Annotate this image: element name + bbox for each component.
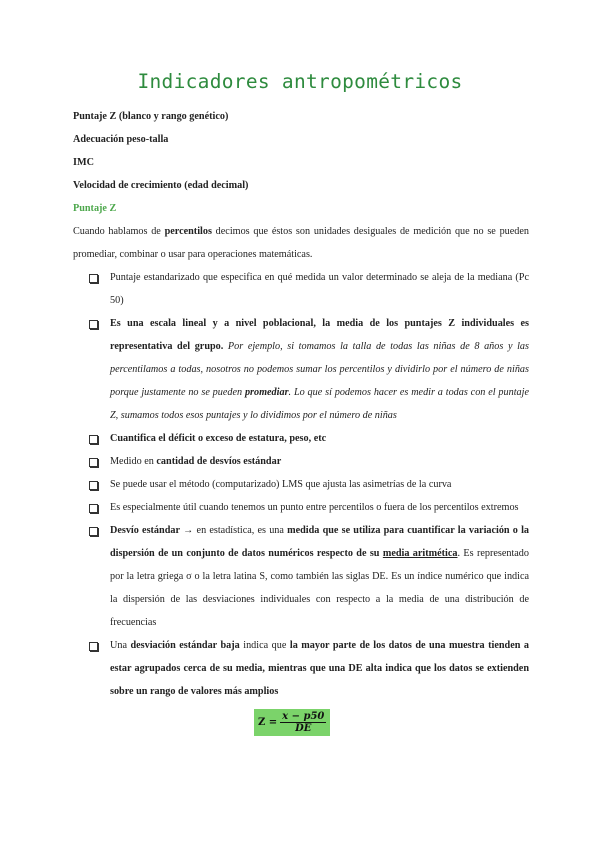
bullet-item: [73, 266, 529, 312]
bullet-italic: . Lo que sí podemos hacer es medir a todas con el puntaje Z, sumamos todos esos puntajes y lo dividimos por el número de niñas: [110, 387, 529, 421]
intro-text-2: decimos que éstos son unidades desiguales de medición que no se pueden promediar, combinar o usar para operaciones matemáticas.: [73, 226, 529, 260]
bullet-bold: desviación estándar baja: [130, 640, 240, 651]
formula-numerator: x − p50: [282, 711, 325, 722]
bullet-item: [73, 473, 529, 496]
heading-adecuacion: Adecuación peso-talla: [73, 134, 169, 145]
bullet-item: [73, 450, 529, 473]
bullet-item: [73, 634, 529, 703]
bullet-bold: la mayor parte de los datos de una muestra tienden a estar agrupados cerca de su media, mientras que una DE alta indica que los datos se extienden sobre un rango de valores más amplios: [110, 640, 529, 697]
heading-imc: IMC: [73, 157, 94, 168]
intro-text-1: Cuando hablamos de: [73, 226, 165, 237]
checkbox-bullet-icon: [89, 504, 98, 513]
formula-lhs: Z =: [258, 717, 278, 728]
bullet-italic-bold: promediar: [244, 387, 289, 398]
bullet-bold: Desvío estándar: [110, 525, 180, 536]
page-title: Indicadores antropométricos: [137, 70, 463, 93]
checkbox-bullet-icon: [89, 274, 98, 283]
heading-velocidad: Velocidad de crecimiento (edad decimal): [73, 180, 249, 191]
checkbox-bullet-icon: [89, 458, 98, 467]
document-body: [73, 105, 529, 736]
bullet-text: Puntaje estandarizado que especifica en qué medida un valor determinado se aleja de la mediana (Pc 50): [110, 272, 529, 306]
checkbox-bullet-icon: [89, 435, 98, 444]
bullet-text: . Es representado por la letra griega σ o la letra latina S, como también las siglas DE. Es un índice numérico que indica la dispersión de las desviaciones individuales con respecto a la media de una distribución de frecuencias: [110, 548, 529, 628]
bullet-bold: Cuantifica el déficit o exceso de estatura, peso, etc: [110, 433, 327, 444]
bullet-item: [73, 312, 529, 427]
checkbox-bullet-icon: [89, 527, 98, 536]
bullet-text: indica que: [239, 640, 290, 651]
intro-paragraph: [73, 220, 529, 266]
checkbox-bullet-icon: [89, 642, 98, 651]
bullet-italic: Por ejemplo, si tomamos la talla de todas las niñas de 8 años y las percentilamos a todas, nosotros no podemos sumar los percentilos y dividirlo por el número de niñas porque justamente no se pueden: [110, 341, 529, 398]
bullet-item: [73, 496, 529, 519]
bullet-bold: cantidad de desvíos estándar: [156, 456, 282, 467]
checkbox-bullet-icon: [89, 320, 98, 329]
intro-bold: percentilos: [164, 226, 212, 237]
section-title: Puntaje Z: [73, 203, 117, 214]
bullet-bold: Es una escala lineal y a nivel poblacional, la media de los puntajes Z individuales es representativa del grupo.: [110, 318, 529, 352]
bullet-bold: medida que se utiliza para cuantificar la variación o la dispersión de un conjunto de datos numéricos respecto de su: [110, 525, 529, 559]
bullet-text: Una: [110, 640, 131, 651]
bullet-text: Medido en: [110, 456, 157, 467]
bullet-item: [73, 519, 529, 634]
heading-puntaje-z: Puntaje Z (blanco y rango genético): [73, 111, 229, 122]
z-score-formula: [254, 709, 330, 736]
checkbox-bullet-icon: [89, 481, 98, 490]
formula-fraction: [280, 711, 326, 734]
formula-denominator: DE: [295, 723, 312, 734]
bullet-text: Es especialmente útil cuando tenemos un punto entre percentilos o fuera de los percentilos extremos: [110, 502, 519, 513]
bullet-underline: media aritmética: [382, 548, 458, 559]
bullet-item: [73, 427, 529, 450]
bullet-list: [73, 266, 529, 703]
bullet-text: → en estadística, es una: [179, 525, 288, 536]
bullet-text: Se puede usar el método (computarizado) LMS que ajusta las asimetrías de la curva: [110, 479, 452, 490]
